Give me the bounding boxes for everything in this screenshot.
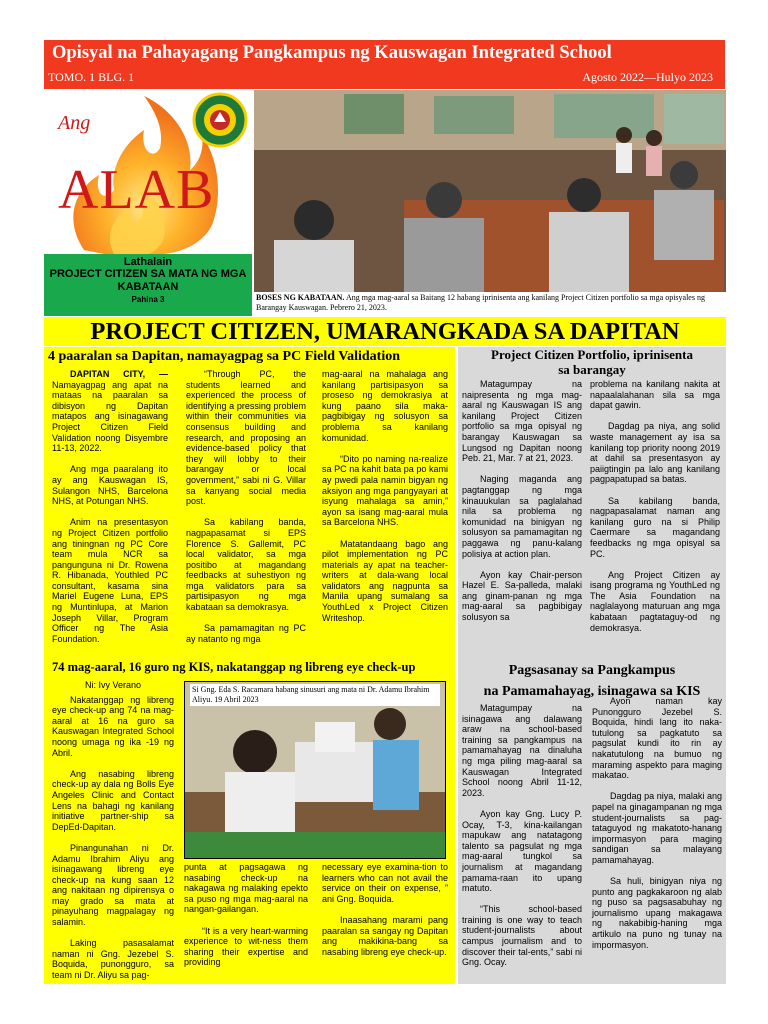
paragraph: Matagumpay na naipresenta ng mga mag-aaral ng Kauswagan IS ang kanilang Project Citizen portfolio sa mga opisyal ng barangay Kauswagan sa Lungsod ng Dapitan noong Peb. 21, Mar. 7 at 21, 2023. <box>462 379 582 464</box>
headline-line: Project Citizen Portfolio, iprinisenta <box>491 347 693 362</box>
main-headline-bar <box>44 317 726 346</box>
dateline: DAPITAN CITY, — <box>70 369 168 379</box>
paragraph: Ang nasabing libreng check-up ay dala ng Bolls Eye Angeles Clinic and Contact Lens na bahagi ng kanilang initiative partner-ship sa DepEd-Dapitan. <box>52 768 174 832</box>
masthead-title: Opisyal na Pahayagang Pangkampus ng Kauswagan Integrated School <box>52 43 612 63</box>
paragraph: necessary eye examina-tion to learners who can not avail the service on their on expense, ” ani Gng. Boquida. <box>322 862 448 904</box>
paragraph: Sa kabilang banda, nagpapasamat si EPS Florence S. Gallemit, PC local validator, sa mga positibo at magandang feedbacks at suhestiyon ng mga validators para sa partisipasyon ng mga kabataan sa demokrasya. <box>186 517 306 613</box>
article-eye-checkup-col3 <box>322 862 448 957</box>
feature-title: PROJECT CITIZEN SA MATA NG MGA KABATAAN <box>49 268 247 293</box>
paragraph: Nakatanggap ng libreng eye check-up ang 74 na mag-aaral at 16 na guro sa Kauswagan Integrated School noong umaga ng ika -19 ng Abril. <box>52 694 174 758</box>
main-photo <box>254 90 726 292</box>
article-pc-validation-col1 <box>52 369 168 644</box>
article-pc-validation-col2 <box>186 369 306 644</box>
headline-line: Pagsasanay sa Pangkampus <box>508 663 676 678</box>
byline: Ni: Ivy Verano <box>84 680 142 690</box>
classroom-photo-illustration <box>254 90 726 292</box>
paragraph: “It is a very heart-warming experience to wit-ness them sharing their expertise and providing <box>184 925 308 968</box>
article-portfolio-headline <box>458 347 726 377</box>
paragraph: Naging maganda ang pagtanggap ng mga kinauukulan sa paglalahad nila sa problema ng komunidad na binigyan ng solusyon sa pamamagitan ng paggawa ng panu-kalang polisiya at action plan. <box>462 474 582 559</box>
headline-line: sa barangay <box>558 362 626 377</box>
paragraph: Ang mga paaralang ito ay ang Kauswagan IS, Sulangon NHS, Barcelona NHS, at Potungan NHS. <box>52 464 168 507</box>
article-pc-validation-headline: 4 paaralan sa Dapitan, namayagpag sa PC Field Validation <box>48 349 401 364</box>
feature-label: Lathalain <box>123 256 173 268</box>
paragraph: Ayon kay Gng. Lucy P. Ocay, T-3, kina-kailangan mapukaw ang natatagong talento sa pagsulat ng mga mag-aaral tungkol sa journalism at magandang pamama-raan ito upang matuto. <box>462 808 582 894</box>
eye-exam-photo-illustration <box>185 682 446 859</box>
paragraph: Namayagpag ang apat na mataas na paaralan sa dibisyon ng Dapitan matapos ang isinagawang Project Citizen Field Validation noong Disyembre 11-13, 2022. <box>52 379 168 454</box>
issue-date-range: Agosto 2022—Hulyo 2023 <box>582 70 713 84</box>
paragraph: Ayon naman kay Punongguro Jezebel S. Boquida, hindi lang ito naka-tutulong sa pagkatuto sa pagsulat kundi ito rin ay nakatutulong na bumuo ng maraming aspekto para maging makatao. <box>592 696 722 781</box>
article-pc-validation-col3 <box>322 369 448 623</box>
eye-checkup-photo <box>184 681 446 859</box>
logo-alab-text: ALAB <box>58 159 215 221</box>
logo-ang-text: Ang <box>58 112 91 134</box>
main-headline: PROJECT CITIZEN, UMARANGKADA SA DAPITAN <box>90 318 680 345</box>
paragraph: Ang Project Citizen ay isang programa ng YouthLed ng The Asia Foundation na naglalayong maturuan ang mga kabataan pagtataguy-od ng demokrasya. <box>590 569 720 633</box>
paragraph: Dagdag pa niya, malaki ang papel na ginagampanan ng mga student-journalists sa pag-tataguyod ng makatoto-hanang impormasyon para maging sandigan sa malayang pamamahayag. <box>592 791 722 865</box>
article-eye-checkup-col1 <box>52 680 174 981</box>
paragraph: “Through PC, the students learned and experienced the process of identifying a pressing problem within their communities via consensus building and research, and proposing an evidence-based policy that they will lobby to their barangay or local government,” sabi ni G. Villar sa kanyang social media post. <box>186 369 306 507</box>
paragraph: “Dito po naming na-realize sa PC na kahit bata pa po kami ay pwedi pala namin bigyan ng aksiyon ang mga pangyayari at isyung mahalaga sa amin,” ayon sa isang mag-aaral mula sa Barcelona NHS. <box>322 453 448 528</box>
paragraph: Pinangunahan ni Dr. Adamu Ibrahim Aliyu ang isinagawang libreng eye check-up na kung saan 12 ang nakitaan ng dipirensya o may grado sa mata at pinayuhang magpalagay ng salamin. <box>52 842 174 928</box>
newspaper-logo <box>44 90 252 254</box>
paragraph: Matagumpay na isinagawa ang dalawang araw na school-based training sa pangkampus na pamamahayag na dinaluha ng mga piling mag-aaral sa Kauswagan Integrated School noong Abril 11-12, 2023. <box>462 703 582 798</box>
article-eye-checkup-col2 <box>184 862 308 968</box>
caption-text: Ang mga mag-aaral sa Baitang 12 habang iprinisenta ang kanilang Project Citizen portfolio sa mga opisyales ng Barangay Kauswagan. Pebrero 21, 2023. <box>256 293 705 312</box>
article-eye-checkup-headline: 74 mag-aaral, 16 guro ng KIS, nakatanggap ng libreng eye check-up <box>52 660 416 674</box>
masthead-banner <box>44 40 725 89</box>
paragraph: “This school-based training is one way to teach student-journalists about campus journalism and to discover their tal-ents,” sabi ni Gng. Ocay. <box>462 904 582 968</box>
main-photo-caption <box>256 293 726 313</box>
paragraph: punta at pagsagawa ng nasabing check-up na nakagawa ng malaking epekto sa puso ng mga mag-aaral na nangan-gailangan. <box>184 862 308 915</box>
paragraph: Inaasahang marami pang paaralan sa sangay ng Dapitan ang makikina-bang sa nasabing libreng eye check-up. <box>322 914 448 957</box>
eye-photo-caption: Si Gng. Eda S. Racamara habang sinusuri ang mata ni Dr. Adamu Ibrahim Aliyu. 19 Abril 2023 <box>190 684 440 706</box>
article-portfolio-col1 <box>462 379 582 623</box>
headline-line: na Pamamahayag, isinagawa sa KIS <box>483 684 701 699</box>
article-portfolio-col2 <box>590 379 720 633</box>
paragraph: Anim na presentasyon ng Project Citizen portfolio ang tiningnan ng PC Core team mula NCR sa pangunguna ni Dr. Rowena R. Hibanada, Youthled PC consultant, kasama sina Mariel Eugene Luna, EPS ng Muntinlupa, at Marion Joseph Villar, Program Officer ng The Asia Foundation. <box>52 517 168 644</box>
caption-lead: BOSES NG KABATAAN. <box>256 293 345 302</box>
paragraph: Laking pasasalamat naman ni Gng. Jezebel S. Boquida, punongguro, sa team ni Dr. Aliyu sa pag- <box>52 938 174 981</box>
paragraph: Ayon kay Chair-person Hazel E. Sa-palleda, malaki ang ginam-panan ng mga mag-aaral sa pagbibigay solusyon sa <box>462 569 582 623</box>
paragraph: Dagdag pa niya, ang solid waste management ay isa sa kanilang top priority noong 2019 at dahil sa presentasyon ay paiigtingin pa lalo ang kanilang pagpapatupad sa batas. <box>590 421 720 485</box>
volume-number: TOMO. 1 BLG. 1 <box>48 70 135 84</box>
paragraph: mag-aaral na mahalaga ang kanilang partisipasyon sa proseso ng demokrasiya at kung paano sila maka-pagbibigay ng solusyon sa problema sa kanilang komunidad. <box>322 369 448 443</box>
paragraph: Sa huli, binigyan niya ng punto ang pagkakaroon ng alab ng puso sa pagsasabuhay ng journalismo upang makagawa ng nakabibig-haning mga artikulo na puno ng tunay na impormasyon. <box>592 876 722 950</box>
school-seal-icon <box>192 92 248 148</box>
article-campus-journalism-col2 <box>592 696 722 950</box>
article-campus-journalism-col1 <box>462 703 582 968</box>
paragraph: Sa kabilang banda, nagpapasalamat naman ang kanilang guro na si Philip Caermare sa magandang feedbacks ng mga opisyal sa PC. <box>590 495 720 559</box>
feature-page-ref: Pahina 3 <box>131 295 165 304</box>
feature-teaser-box[interactable] <box>44 254 252 316</box>
paragraph: Sa pamamagitan ng PC ay natanto ng mga <box>186 623 306 644</box>
paragraph: problema na kanilang nakita at napaalalahanan sila sa mga dapat gawin. <box>590 379 720 411</box>
paragraph: Matatandaang bago ang pilot implementation ng PC materials ay apat na teacher-writers at dala-wang local validators ang nagpunta sa Manila upang sumalang sa YouthLed x Project Citizen Writeshop. <box>322 538 448 623</box>
